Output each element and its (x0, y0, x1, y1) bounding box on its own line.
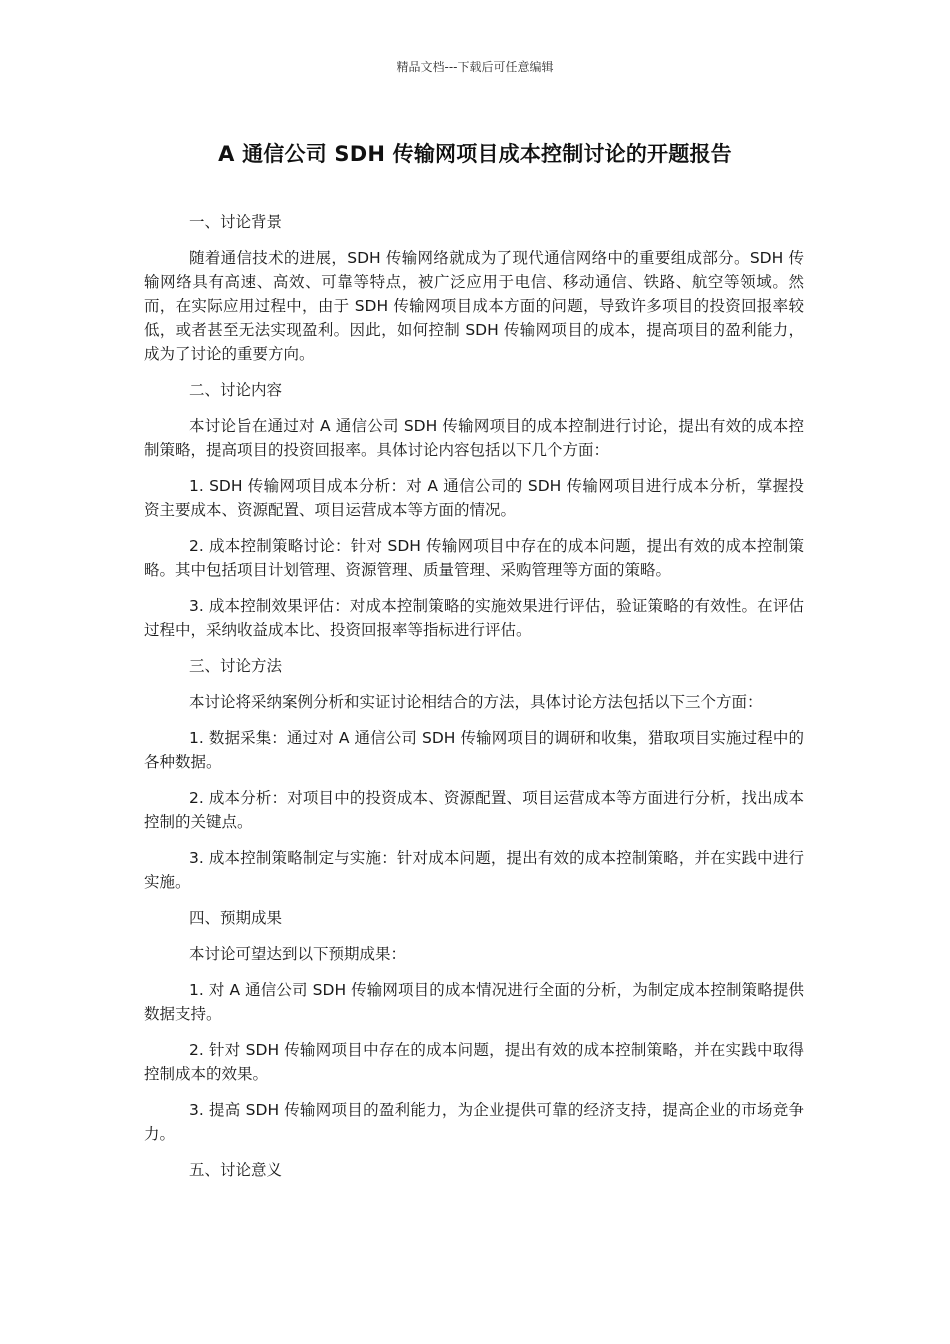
section-heading-content: 二、讨论内容 (189, 381, 283, 399)
list-item-results-1: 1. 对 A 通信公司 SDH 传输网项目的成本情况进行全面的分析，为制定成本控制策略提供数据支持。 (144, 981, 804, 1023)
section-heading-method: 三、讨论方法 (189, 657, 283, 675)
paragraph-content-intro: 本讨论旨在通过对 A 通信公司 SDH 传输网项目的成本控制进行讨论，提出有效的成本控制策略，提高项目的投资回报率。具体讨论内容包括以下几个方面： (144, 417, 804, 459)
list-item-results-3: 3. 提高 SDH 传输网项目的盈利能力，为企业提供可靠的经济支持，提高企业的市场竞争力。 (144, 1101, 804, 1143)
section-heading-background: 一、讨论背景 (189, 213, 283, 231)
page-header: 精品文档---下载后可任意编辑 (396, 60, 554, 74)
list-item-content-2: 2. 成本控制策略讨论：针对 SDH 传输网项目中存在的成本问题，提出有效的成本控制策略。其中包括项目计划管理、资源管理、质量管理、采购管理等方面的策略。 (144, 537, 804, 579)
section-heading-results: 四、预期成果 (189, 909, 283, 927)
paragraph-results-intro: 本讨论可望达到以下预期成果： (189, 945, 407, 963)
paragraph-background: 随着通信技术的进展，SDH 传输网络就成为了现代通信网络中的重要组成部分。SDH 传输网络具有高速、高效、可靠等特点，被广泛应用于电信、移动通信、铁路、航空等领域。然而，在实际应用过程中，由于 SDH 传输网项目成本方面的问题，导致许多项目的投资回报率较低，或者甚至无法实现盈利。因此，如何控制 SDH 传输网项目的成本，提高项目的盈利能力，成为了讨论的重要方向。 (144, 249, 804, 363)
document-title: A 通信公司 SDH 传输网项目成本控制讨论的开题报告 (218, 142, 732, 166)
list-item-content-1: 1. SDH 传输网项目成本分析：对 A 通信公司的 SDH 传输网项目进行成本分析，掌握投资主要成本、资源配置、项目运营成本等方面的情况。 (144, 477, 804, 519)
list-item-method-1: 1. 数据采集：通过对 A 通信公司 SDH 传输网项目的调研和收集，猎取项目实施过程中的各种数据。 (144, 729, 804, 771)
list-item-method-2: 2. 成本分析：对项目中的投资成本、资源配置、项目运营成本等方面进行分析，找出成本控制的关键点。 (144, 789, 804, 831)
list-item-method-3: 3. 成本控制策略制定与实施：针对成本问题，提出有效的成本控制策略，并在实践中进行实施。 (144, 849, 804, 891)
list-item-content-3: 3. 成本控制效果评估：对成本控制策略的实施效果进行评估，验证策略的有效性。在评估过程中，采纳收益成本比、投资回报率等指标进行评估。 (144, 597, 804, 639)
paragraph-method-intro: 本讨论将采纳案例分析和实证讨论相结合的方法，具体讨论方法包括以下三个方面： (189, 693, 763, 711)
document-body (144, 210, 804, 1194)
section-heading-significance: 五、讨论意义 (189, 1161, 283, 1179)
list-item-results-2: 2. 针对 SDH 传输网项目中存在的成本问题，提出有效的成本控制策略，并在实践中取得控制成本的效果。 (144, 1041, 804, 1083)
